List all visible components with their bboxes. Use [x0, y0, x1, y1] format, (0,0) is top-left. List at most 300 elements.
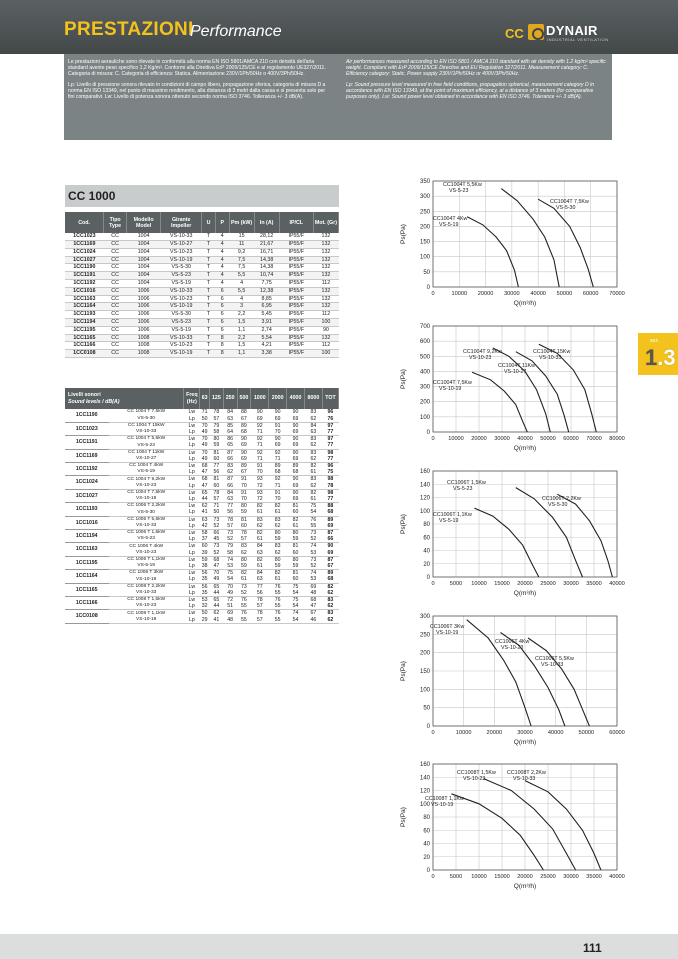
spec-cell: 1004: [127, 248, 161, 256]
spec-cell: 1,5: [229, 319, 254, 327]
model-name: CC 1004 T 7,5kW: [127, 490, 166, 496]
sound-level-cell: 90: [274, 436, 281, 443]
chart-svg: [395, 610, 625, 748]
table-row: [65, 311, 339, 319]
sound-level-cell: 71: [251, 429, 269, 436]
spec-cell: VS-5-30: [161, 311, 202, 319]
model-cell: [109, 583, 184, 590]
curve-label: CC1006T 1,1Kw: [433, 512, 472, 518]
product-code-cell: 1CC0108: [65, 610, 109, 623]
product-code-cell: 1CC1190: [65, 264, 104, 272]
product-code-cell: 1CC1195: [65, 326, 104, 334]
level-type-cell: Lp: [184, 523, 200, 530]
curve-label: CC1006T 3Kw: [430, 624, 465, 630]
curve-label-impeller: VS-10-19: [431, 802, 454, 808]
sound-level-cell: 92: [256, 449, 263, 456]
model-name: CC 1006 T 2,2kW: [127, 503, 166, 509]
sound-level-cell: 62: [223, 469, 237, 476]
model-cell: [109, 617, 184, 624]
fan-curve-line: [474, 508, 538, 577]
spec-cell: 4,21: [254, 342, 279, 350]
model-name: CC 1006 T 3kW: [129, 570, 164, 576]
sound-table-body: [65, 409, 339, 623]
sound-level-cell: 60: [201, 543, 208, 550]
sound-level-cell: 56: [251, 590, 269, 597]
product-code-cell: 1CC1016: [65, 287, 104, 295]
sound-level-cell: 63: [201, 516, 208, 523]
spec-cell: IP55/F: [279, 248, 313, 256]
sound-level-cell: 62: [269, 523, 287, 530]
spec-cell: 1006: [127, 295, 161, 303]
sound-level-cell: 60: [287, 509, 305, 516]
sound-level-cell: 54: [287, 617, 305, 624]
spec-cell: VS-10-33: [161, 233, 202, 241]
sound-level-cell: 83: [310, 476, 317, 483]
level-type-cell: Lw: [188, 489, 196, 496]
impeller-name: VS-5-23: [137, 442, 155, 448]
impeller-name: VS-5-19: [137, 563, 155, 569]
level-type-cell: Lw: [188, 449, 196, 456]
spec-cell: 1008: [127, 350, 161, 358]
sound-level-cell: 89: [241, 462, 247, 469]
sound-level-cell: 89: [241, 422, 247, 429]
sound-level-cell: 60: [287, 576, 305, 583]
sound-level-cell: 53: [201, 596, 208, 603]
sound-level-cell: 57: [237, 536, 251, 543]
model-cell: [109, 476, 184, 483]
table-row: [65, 489, 339, 496]
sound-level-cell: 84: [256, 570, 263, 577]
table-row: [65, 422, 339, 429]
product-code-cell: 1CC1192: [65, 462, 109, 475]
sound-level-cell: 90: [241, 449, 247, 456]
sound-level-cell: 96: [327, 409, 334, 416]
spec-cell: 8: [215, 350, 229, 358]
spec-cell: 4: [229, 280, 254, 288]
spec-cell: 6: [215, 303, 229, 311]
sound-level-cell: 81: [241, 516, 247, 523]
sound-level-cell: 76: [241, 596, 247, 603]
x-tick-label: 35000: [586, 874, 602, 880]
level-type-cell: Lw: [188, 529, 196, 536]
sound-level-cell: 73: [241, 583, 247, 590]
spec-cell: 112: [313, 342, 338, 350]
y-tick-label: 120: [419, 495, 430, 502]
x-tick-label: 10000: [448, 436, 464, 442]
product-code-cell: 1CC1190: [65, 409, 109, 422]
level-type-cell: Lw: [188, 583, 196, 590]
x-tick-label: 40000: [609, 581, 625, 587]
sound-level-cell: 61: [237, 576, 251, 583]
sound-level-cell: 90: [256, 409, 263, 416]
sound-level-cell: 80: [292, 529, 299, 536]
y-tick-label: 60: [423, 535, 430, 542]
sound-level-cell: 69: [322, 550, 338, 557]
model-name: CC 1004 T 5,5kW: [127, 436, 166, 442]
product-code-cell: 1CC1193: [65, 503, 109, 516]
table-row: [65, 570, 339, 577]
y-tick-label: 100: [419, 801, 430, 808]
sound-level-cell: 57: [210, 496, 224, 503]
sound-level-cell: 91: [274, 422, 281, 429]
y-tick-label: 100: [419, 687, 430, 694]
y-tick-label: 100: [419, 254, 430, 261]
sound-level-cell: 89: [292, 462, 299, 469]
sound-level-cell: 52: [237, 590, 251, 597]
curve-label-impeller: VS-5-23: [449, 188, 469, 194]
sound-level-cell: 82: [256, 503, 263, 510]
spec-cell: 1,5: [229, 342, 254, 350]
curve-label-impeller: VS-10-33: [513, 776, 536, 782]
table-row: [65, 241, 339, 249]
curve-label-impeller: VS-5-19: [439, 222, 459, 228]
x-axis-label: Q(m³/h): [513, 445, 537, 452]
model-name: CC 1004 T 7,5kW: [127, 409, 166, 415]
x-tick-label: 15000: [494, 581, 510, 587]
page-footer: [0, 934, 678, 959]
spec-cell: T: [202, 241, 216, 249]
level-type-cell: Lw: [188, 436, 196, 443]
sound-level-cell: 83: [241, 543, 247, 550]
sound-level-cell: 90: [274, 409, 281, 416]
impeller-name: VS-10-19: [136, 496, 157, 502]
impeller-name: VS-5-19: [137, 469, 155, 475]
sound-level-cell: 62: [304, 416, 322, 423]
sound-level-cell: 60: [210, 456, 224, 463]
table-row: [65, 350, 339, 358]
product-code-cell: 1CC1166: [65, 596, 109, 609]
y-tick-label: 0: [426, 285, 430, 291]
spec-cell: 4: [215, 264, 229, 272]
sound-level-cell: 50: [201, 610, 208, 617]
product-code-cell: 1CC0108: [65, 350, 104, 358]
spec-cell: 8: [215, 342, 229, 350]
sound-level-cell: 54: [223, 576, 237, 583]
y-tick-label: 80: [423, 522, 430, 528]
spec-table-body: [65, 233, 339, 358]
product-code-cell: 1CC1027: [65, 489, 109, 502]
sound-level-cell: 70: [237, 483, 251, 490]
product-code-cell: 1CC1027: [65, 256, 104, 264]
sound-level-cell: 49: [201, 455, 208, 462]
spec-cell: IP55/F: [279, 256, 313, 264]
x-tick-label: 60000: [609, 730, 625, 736]
curve-label-impeller: VS-10-23: [463, 776, 486, 782]
y-tick-label: 150: [419, 239, 430, 246]
page-header: [0, 0, 678, 54]
spec-cell: CC: [104, 311, 127, 319]
sound-level-cell: 59: [201, 556, 208, 563]
sound-level-cell: 58: [210, 429, 224, 436]
y-tick-label: 140: [419, 775, 430, 782]
spec-header-cell: P: [215, 212, 229, 233]
model-cell: [109, 483, 184, 490]
sound-level-cell: 61: [251, 563, 269, 570]
spec-cell: CC: [104, 303, 127, 311]
x-tick-label: 0: [431, 291, 435, 297]
sound-level-cell: 35: [201, 589, 208, 596]
y-tick-label: 100: [419, 414, 430, 421]
sound-level-cell: 67: [310, 610, 317, 617]
sound-level-cell: 57: [223, 523, 237, 530]
spec-cell: 5,54: [254, 334, 279, 342]
model-cell: [109, 570, 184, 577]
sound-level-cell: 70: [237, 496, 251, 503]
level-type-cell: Lw: [188, 476, 196, 483]
sound-level-cell: 70: [213, 570, 220, 577]
spec-cell: VS-5-30: [161, 264, 202, 272]
table-row: [65, 326, 339, 334]
curve-label: CC1004T 5,5Kw: [443, 182, 482, 188]
sound-level-cell: 83: [256, 516, 263, 523]
y-tick-label: 250: [419, 209, 430, 216]
fan-curve-line: [467, 217, 518, 287]
y-tick-label: 40: [423, 841, 430, 848]
spec-cell: 4: [215, 280, 229, 288]
curve-label-impeller: VS-10-27: [504, 369, 527, 375]
y-tick-label: 300: [419, 194, 430, 201]
spec-cell: 4: [215, 256, 229, 264]
spec-cell: T: [202, 326, 216, 334]
spec-cell: CC: [104, 319, 127, 327]
spec-cell: VS-10-27: [161, 241, 202, 249]
sound-level-cell: 53: [304, 550, 322, 557]
section-number: [645, 345, 676, 371]
spec-cell: VS-10-33: [161, 287, 202, 295]
x-tick-label: 35000: [586, 581, 602, 587]
model-cell: [109, 416, 184, 423]
curve-label: CC1004T 15Kw: [533, 349, 571, 355]
spec-cell: CC: [104, 326, 127, 334]
sound-level-cell: 69: [287, 416, 305, 423]
spec-cell: 1004: [127, 280, 161, 288]
curve-label: CC1004T 7,5Kw: [433, 380, 472, 386]
curve-label-impeller: VS-10-19: [436, 630, 459, 636]
sound-level-cell: 52: [223, 536, 237, 543]
sound-level-cell: 87: [327, 529, 334, 536]
sound-level-cell: 98: [327, 449, 334, 456]
table-row: [65, 256, 339, 264]
y-tick-label: 300: [419, 614, 430, 620]
x-tick-label: 50000: [578, 730, 595, 736]
model-name: CC 1004 T 9,2kW: [127, 476, 166, 482]
spec-cell: IP55/F: [279, 303, 313, 311]
y-tick-label: 50: [423, 705, 430, 712]
y-tick-label: 400: [419, 369, 430, 376]
sound-level-cell: 73: [227, 529, 234, 536]
sound-level-cell: 75: [227, 570, 234, 577]
level-type-cell: Lp: [184, 429, 200, 436]
x-tick-label: 0: [431, 581, 435, 587]
sound-level-cell: 69: [227, 610, 234, 617]
page-subtitle: Performance: [190, 23, 282, 40]
sound-level-cell: 97: [327, 436, 334, 443]
impeller-name: VS-10-19: [136, 576, 157, 582]
sound-level-cell: 68: [201, 462, 208, 469]
sound-level-cell: 58: [201, 529, 208, 536]
sound-level-cell: 72: [227, 596, 234, 603]
y-tick-label: 20: [423, 854, 430, 861]
spec-cell: CC: [104, 272, 127, 280]
y-tick-label: 120: [419, 788, 430, 795]
sound-level-cell: 81: [292, 543, 299, 550]
spec-cell: T: [202, 256, 216, 264]
spec-cell: IP55/F: [279, 233, 313, 241]
x-tick-label: 30000: [563, 581, 579, 587]
sound-level-cell: 69: [322, 523, 338, 530]
sound-level-cell: 92: [256, 436, 263, 443]
spec-cell: CC: [104, 350, 127, 358]
sound-level-cell: 75: [310, 503, 317, 510]
curve-label: CC1006T 5,5Kw: [535, 656, 574, 662]
sound-level-cell: 59: [237, 509, 251, 516]
sound-level-cell: 88: [327, 503, 334, 510]
spec-cell: CC: [104, 280, 127, 288]
spec-cell: IP55/F: [279, 350, 313, 358]
spec-cell: 6: [215, 287, 229, 295]
sound-level-cell: 69: [237, 456, 251, 463]
sound-level-cell: 62: [322, 617, 338, 624]
spec-cell: 7,5: [229, 264, 254, 272]
table-row: [65, 280, 339, 288]
curve-label-impeller: VS-5-30: [556, 205, 576, 211]
spec-cell: 14,38: [254, 264, 279, 272]
sound-level-cell: 56: [223, 509, 237, 516]
sound-level-cell: 77: [213, 462, 220, 469]
level-type-cell: Lp: [184, 469, 200, 476]
x-tick-label: 5000: [449, 581, 463, 587]
fan-curve-line: [467, 620, 531, 726]
spec-cell: 90: [313, 326, 338, 334]
spec-cell: 4: [215, 248, 229, 256]
sound-level-cell: 59: [269, 536, 287, 543]
sound-level-cell: 77: [227, 503, 234, 510]
sound-level-cell: 83: [274, 543, 281, 550]
sound-table: [65, 388, 339, 624]
spec-cell: VS-10-23: [161, 342, 202, 350]
level-type-cell: Lw: [188, 409, 196, 416]
x-tick-label: 15000: [494, 874, 510, 880]
table-row: [65, 303, 339, 311]
sound-level-cell: 93: [256, 489, 263, 496]
spec-cell: 1004: [127, 233, 161, 241]
sound-level-cell: 69: [310, 583, 317, 590]
sound-level-cell: 49: [223, 590, 237, 597]
fan-curve-line: [528, 638, 589, 726]
x-tick-label: 60000: [563, 436, 579, 442]
table-row: [65, 334, 339, 342]
spec-cell: CC: [104, 295, 127, 303]
impeller-name: VS-10-33: [136, 429, 157, 435]
sound-level-cell: 93: [256, 476, 263, 483]
spec-cell: 15: [229, 233, 254, 241]
x-tick-label: 40000: [547, 730, 564, 736]
spec-cell: 1,1: [229, 326, 254, 334]
sound-level-cell: 90: [292, 449, 299, 456]
sound-level-cell: 84: [227, 409, 234, 416]
spec-header-cell: IP/CL: [279, 212, 313, 233]
table-row: [65, 264, 339, 272]
y-tick-label: 20: [423, 561, 430, 568]
sound-level-cell: 60: [237, 523, 251, 530]
sound-level-cell: 81: [292, 570, 299, 577]
model-name: CC 1004 T 4kW: [129, 463, 164, 469]
table-row: [65, 516, 339, 523]
sound-level-cell: 83: [310, 436, 317, 443]
y-axis-label: Ps(Pa): [400, 661, 407, 681]
sound-level-cell: 82: [256, 556, 263, 563]
fan-curve-line: [484, 779, 576, 870]
x-tick-label: 5000: [449, 874, 463, 880]
spec-cell: 1004: [127, 272, 161, 280]
band-header: 500: [237, 388, 251, 409]
spec-cell: CC: [104, 287, 127, 295]
sound-level-cell: 32: [201, 603, 208, 610]
spec-cell: CC: [104, 256, 127, 264]
y-tick-label: 60: [423, 828, 430, 835]
band-header: 250: [223, 388, 237, 409]
spec-cell: VS-10-23: [161, 248, 202, 256]
y-tick-label: 0: [426, 868, 430, 874]
spec-cell: 2,2: [229, 334, 254, 342]
spec-cell: T: [202, 272, 216, 280]
sound-level-cell: 92: [274, 449, 281, 456]
sound-level-cell: 50: [210, 509, 224, 516]
model-cell: [109, 563, 184, 570]
sound-level-cell: 29: [201, 616, 208, 623]
spec-cell: 4: [215, 233, 229, 241]
sound-level-cell: 41: [210, 617, 224, 624]
spec-cell: 1008: [127, 342, 161, 350]
spec-cell: 1006: [127, 287, 161, 295]
sound-level-cell: 60: [210, 483, 224, 490]
sound-level-cell: 82: [292, 516, 299, 523]
spec-cell: 1006: [127, 319, 161, 327]
y-tick-label: 500: [419, 354, 430, 361]
sound-level-cell: 62: [269, 550, 287, 557]
sound-level-cell: 55: [269, 617, 287, 624]
brand-tagline: INDUSTRIAL VENTILATION: [547, 37, 609, 42]
spec-cell: 12,38: [254, 287, 279, 295]
y-axis-label: Ps(Pa): [400, 369, 407, 389]
y-tick-label: 40: [423, 548, 430, 555]
impeller-name: VS-10-23: [136, 482, 157, 488]
intro-en-para: Lp: Sound pressure level measured in free field conditions, propagation spherical, measurement category D in accordance with EN ISO 13349, at the point of maximum efficiency, at a distance of 3 meters (for comparative purposes only). Lw: Sound power level obtained in accordance with EN ISO 3746. Tolerance +/- 3 dB(A).: [346, 82, 595, 101]
sound-level-cell: 92: [256, 422, 263, 429]
spec-cell: 3: [229, 303, 254, 311]
level-type-cell: Lp: [184, 483, 200, 490]
model-cell: [109, 456, 184, 463]
sound-level-cell: 55: [237, 617, 251, 624]
product-code-cell: 1CC1165: [65, 583, 109, 596]
page-number: 111: [583, 941, 602, 955]
spec-cell: T: [202, 264, 216, 272]
level-type-cell: Lw: [188, 570, 196, 577]
y-tick-label: 200: [419, 399, 430, 406]
product-code-cell: 1CC1194: [65, 529, 109, 542]
sound-level-cell: 62: [322, 590, 338, 597]
sound-level-cell: 69: [287, 456, 305, 463]
brand-name: DYNAIR: [546, 23, 598, 38]
fan-curve-chart-2: [395, 320, 625, 454]
spec-cell: CC: [104, 241, 127, 249]
freq-header: Freq (Hz): [184, 388, 200, 409]
intro-english: [346, 59, 608, 106]
table-row: [65, 449, 339, 456]
x-axis-label: Q(m³/h): [513, 590, 537, 597]
spec-cell: VS-5-23: [161, 319, 202, 327]
y-tick-label: 250: [419, 632, 430, 639]
